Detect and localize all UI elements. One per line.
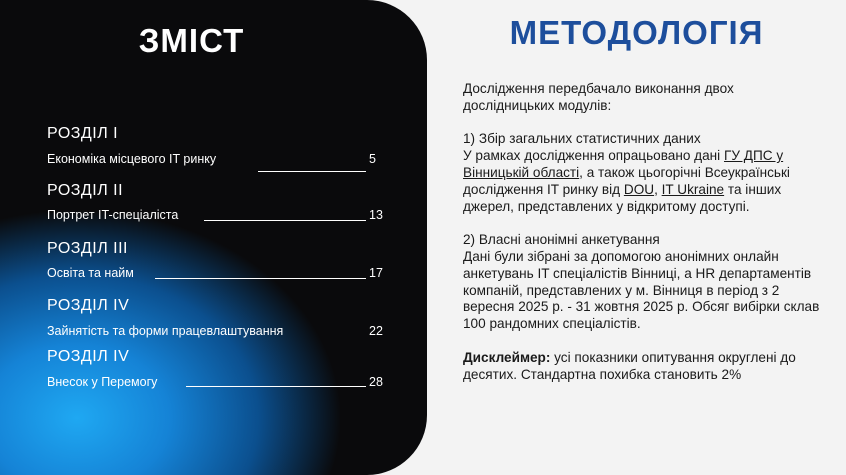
toc-entry-label: Зайнятість та форми працевлаштування (47, 324, 284, 338)
dou-link[interactable]: DOU (623, 181, 655, 197)
module-2-title: 2) Власні анонімні анкетування (463, 232, 660, 248)
disclaimer-text: усі показники опитування округлені до десятих. Стандартна похибка становить 2% (463, 349, 796, 382)
toc-entry-5[interactable] (47, 375, 387, 393)
dps-link[interactable]: ГУ ДПС у Вінницькій області (463, 148, 784, 180)
disclaimer-label: Дисклеймер: (463, 349, 551, 365)
disclaimer (463, 350, 823, 384)
toc-entry-label: Освіта та найм (47, 266, 134, 280)
toc-page-number: 22 (369, 324, 383, 338)
leader-line (155, 278, 366, 279)
methodology-title: МЕТОДОЛОГІЯ (509, 14, 764, 51)
section-heading-2: РОЗДІЛ ІІ (47, 182, 124, 199)
contents-title: ЗМІСТ (138, 22, 245, 59)
leader-line (258, 171, 366, 172)
it-ukraine-link[interactable]: IT Ukraine (661, 181, 725, 197)
toc-page-number: 13 (369, 208, 383, 222)
toc-entry-label: Портрет IT-спеціаліста (47, 208, 179, 222)
methodology-body (463, 81, 823, 383)
toc-entry-label: Внесок у Перемогу (47, 375, 158, 389)
intro-paragraph: Дослідження передбачало виконання двох дослідницьких модулів: (463, 81, 734, 113)
toc-entry-1[interactable] (47, 152, 387, 170)
module-2-text: Дані були зібрані за допомогою анонімних онлайн анкетувань IT спеціалістів Вінниці, а HR департаментів компаній, представлених у м. Вінниця в період з 2 вересня 2025 р. - 31 жовтня 2025 р. Обсяг вибірки склав 100 рандомних спеціалістів. (463, 248, 820, 332)
module-1-text: У рамках дослідження опрацьовано дані ГУ ДПС у Вінницькій області, а також цьогорічні Всеукраїнські дослідження IT ринку від DOU, IT Ukraine та інших джерел, представлених у відкритому доступі. (463, 148, 790, 214)
section-heading-4: РОЗДІЛ IV (47, 297, 130, 314)
toc-entry-3[interactable] (47, 266, 387, 284)
section-heading-1: РОЗДІЛ І (47, 125, 119, 142)
leader-line (204, 220, 366, 221)
toc-entry-2[interactable] (47, 208, 387, 226)
toc-page-number: 17 (369, 266, 383, 280)
toc-entry-label: Економіка місцевого IT ринку (47, 152, 217, 166)
module-1-title: 1) Збір загальних статистичних даних (463, 131, 701, 147)
toc-page-number: 28 (369, 375, 383, 389)
toc-entry-4[interactable] (47, 324, 387, 342)
section-heading-5: РОЗДІЛ IV (47, 348, 130, 365)
section-heading-3: РОЗДІЛ ІІІ (47, 240, 128, 257)
toc-page-number: 5 (369, 152, 376, 166)
leader-line (186, 386, 366, 387)
